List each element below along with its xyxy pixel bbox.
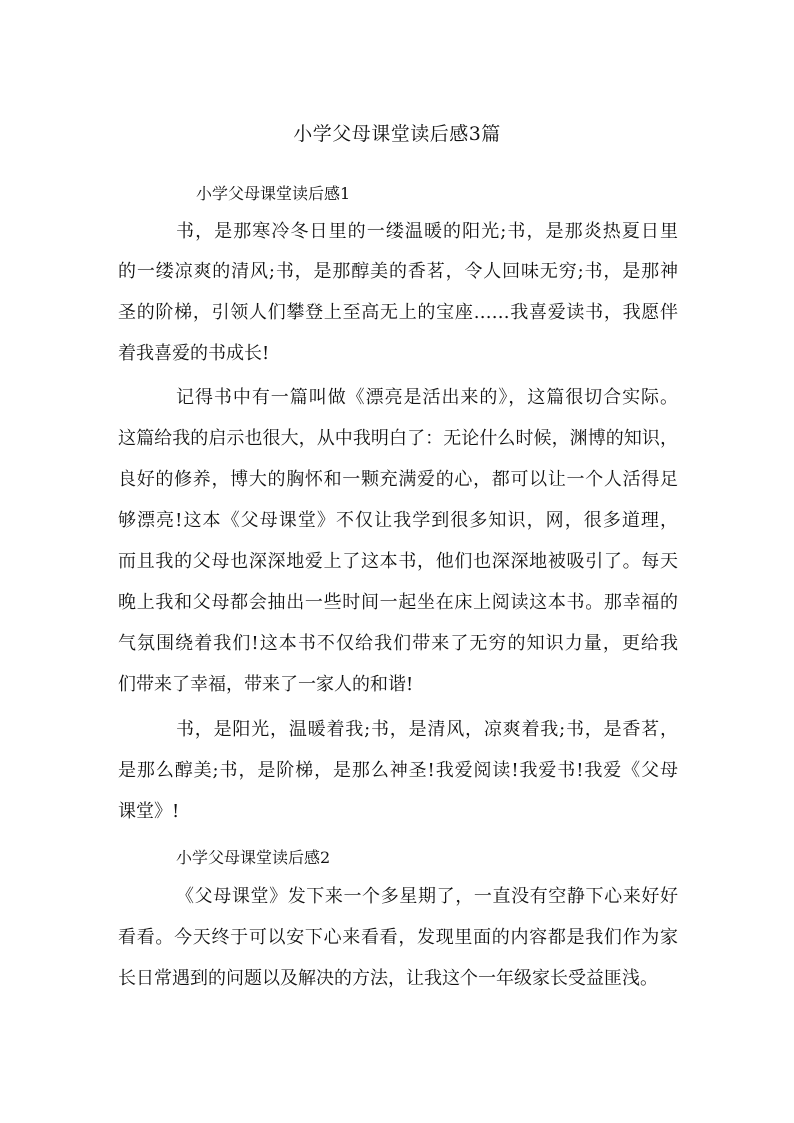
paragraph-line: 《父母课堂》发下来一个多星期了，一直没有空静下心来好好 bbox=[176, 886, 678, 907]
paragraph-line: 圣的阶梯，引领人们攀登上至高无上的宝座……我喜爱读书，我愿伴 bbox=[118, 302, 678, 323]
paragraph-line: 晚上我和父母都会抽出一些时间一起坐在床上阅读这本书。那幸福的 bbox=[118, 592, 678, 613]
section-heading-2: 小学父母课堂读后感2 bbox=[176, 848, 331, 867]
paragraph-line: 课堂》! bbox=[118, 801, 180, 822]
paragraph-line: 良好的修养，博大的胸怀和一颗充满爱的心，都可以让一个人活得足 bbox=[118, 469, 678, 490]
paragraph-line: 的一缕凉爽的清风;书，是那醇美的香茗，令人回味无穷;书，是那神 bbox=[118, 261, 678, 282]
paragraph-line: 气氛围绕着我们!这本书不仅给我们带来了无穷的知识力量，更给我 bbox=[118, 633, 678, 654]
paragraph-line: 记得书中有一篇叫做《漂亮是活出来的》，这篇很切合实际。 bbox=[176, 387, 678, 408]
paragraph-line: 书，是阳光，温暖着我;书，是清风，凉爽着我;书，是香茗， bbox=[176, 719, 678, 740]
paragraph-line: 是那么醇美;书，是阶梯，是那么神圣!我爱阅读!我爱书!我爱《父母 bbox=[118, 760, 678, 781]
paragraph-line: 看看。今天终于可以安下心来看看，发现里面的内容都是我们作为家 bbox=[118, 927, 678, 948]
document-title: 小学父母课堂读后感3篇 bbox=[293, 123, 501, 145]
paragraph-line: 们带来了幸福，带来了一家人的和谐! bbox=[118, 674, 414, 695]
paragraph-line: 够漂亮!这本《父母课堂》不仅让我学到很多知识，网，很多道理， bbox=[118, 510, 678, 531]
paragraph-line: 着我喜爱的书成长! bbox=[118, 343, 270, 364]
section-heading-1: 小学父母课堂读后感1 bbox=[196, 184, 351, 203]
paragraph-line: 书，是那寒冷冬日里的一缕温暖的阳光;书，是那炎热夏日里 bbox=[176, 221, 678, 242]
paragraph-line: 而且我的父母也深深地爱上了这本书，他们也深深地被吸引了。每天 bbox=[118, 551, 678, 572]
paragraph-line: 长日常遇到的问题以及解决的方法，让我这个一年级家长受益匪浅。 bbox=[118, 968, 658, 989]
paragraph-line: 这篇给我的启示也很大，从中我明白了：无论什么时候，渊博的知识， bbox=[118, 428, 678, 449]
